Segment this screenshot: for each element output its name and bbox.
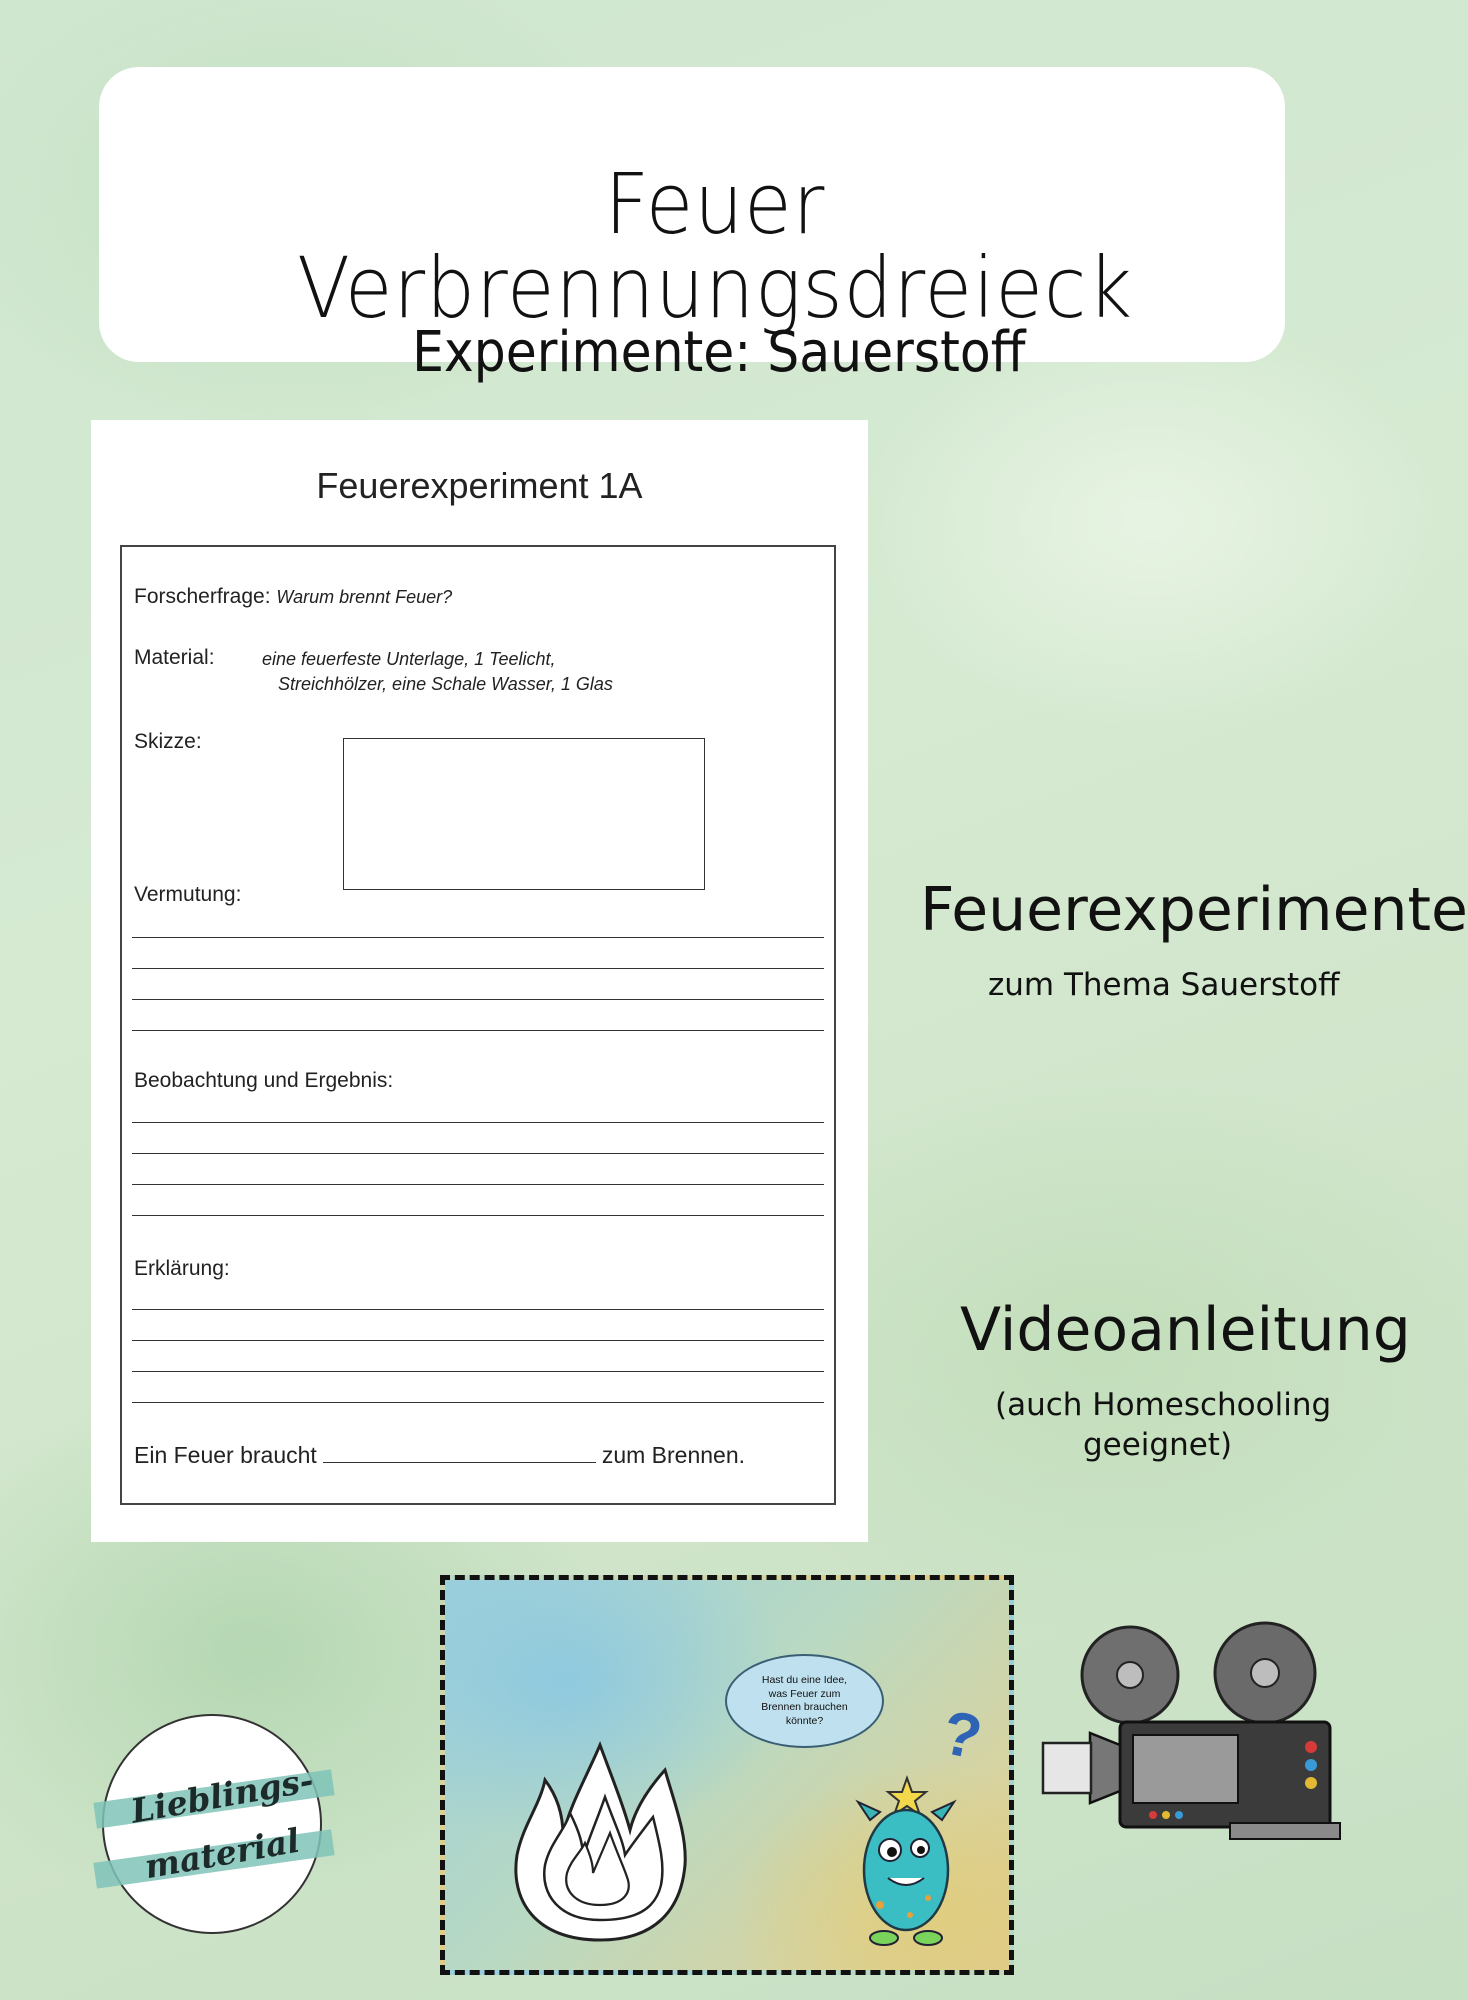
speech-line: Hast du eine Idee, (761, 1674, 848, 1686)
writing-line (132, 1215, 824, 1216)
writing-line (132, 1122, 824, 1123)
page-title: Feuer Verbrennungsdreieck (297, 155, 1133, 337)
writing-line (132, 1309, 824, 1310)
experiments-heading: Feuerexperimente (920, 875, 1468, 945)
monster-icon (850, 1770, 960, 1960)
hypothesis-label: Vermutung: (134, 883, 242, 906)
explanation-label: Erklärung: (134, 1257, 230, 1280)
writing-line (132, 1030, 824, 1031)
writing-line (132, 1402, 824, 1403)
sketch-box (343, 738, 705, 890)
page-subtitle: Experimente: Sauerstoff (412, 320, 1026, 385)
speech-cloud (725, 1654, 884, 1748)
material-line-1: eine feuerfeste Unterlage, 1 Teelicht, (262, 649, 556, 669)
worksheet-box (120, 545, 836, 1505)
question-mark: ? (936, 1697, 988, 1774)
video-camera-icon (1035, 1625, 1355, 1840)
writing-line (132, 1340, 824, 1341)
research-question-label: Forscherfrage: (134, 585, 271, 608)
sketch-label: Skizze: (134, 730, 202, 753)
writing-line (132, 1371, 824, 1372)
brand-logo (102, 1714, 322, 1934)
video-subheading (995, 1385, 1332, 1466)
video-heading: Videoanleitung (960, 1295, 1411, 1365)
speech-line: Brennen brauchen (761, 1701, 848, 1714)
logo-line-2: material (141, 1820, 303, 1887)
worksheet-preview (91, 420, 868, 1542)
title-card (99, 67, 1285, 385)
writing-line (132, 999, 824, 1000)
speech-line: was Feuer zum (768, 1687, 841, 1700)
conclusion-start: Ein Feuer braucht (134, 1442, 317, 1468)
conclusion-sentence (134, 1442, 745, 1469)
material-label: Material: (134, 646, 215, 669)
speech-cloud-text (727, 1674, 882, 1729)
writing-line (132, 937, 824, 938)
video-subheading-line-2: geeignet) (1082, 1427, 1233, 1464)
conclusion-blank (323, 1462, 596, 1463)
speech-line: könnte? (785, 1714, 824, 1727)
video-preview[interactable] (440, 1575, 1014, 1975)
research-question-value: Warum brennt Feuer? (276, 587, 453, 607)
observation-label: Beobachtung und Ergebnis: (134, 1069, 394, 1092)
video-subheading-line-1: (auch Homeschooling (995, 1387, 1332, 1423)
writing-line (132, 968, 824, 969)
research-question (134, 585, 452, 609)
experiments-subheading: zum Thema Sauerstoff (988, 967, 1340, 1003)
conclusion-end: zum Brennen. (601, 1442, 746, 1468)
logo-line-1: Lieblings- (128, 1760, 317, 1831)
writing-line (132, 1184, 824, 1185)
material-line-2: Streichhölzer, eine Schale Wasser, 1 Glas (278, 674, 613, 694)
writing-line (132, 1153, 824, 1154)
flame-icon (505, 1725, 695, 1945)
worksheet-title: Feuerexperiment 1A (316, 465, 643, 506)
